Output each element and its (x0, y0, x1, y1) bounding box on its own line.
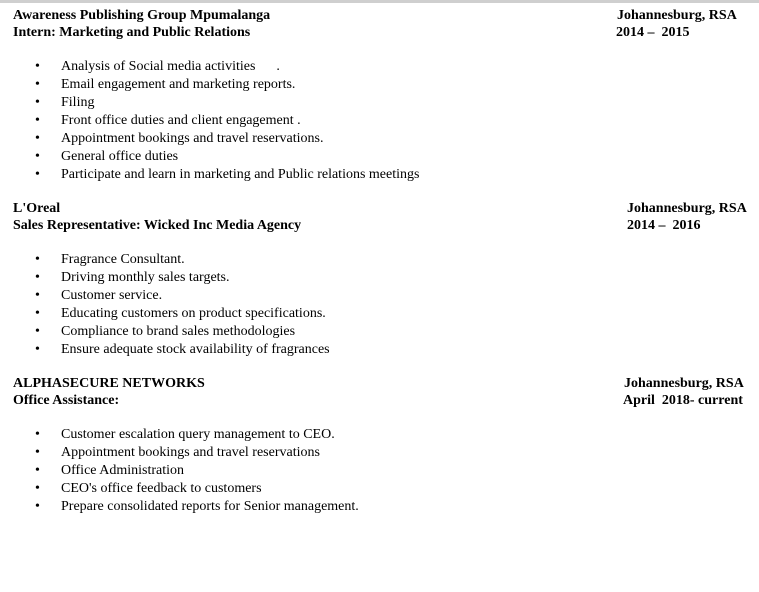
bullet-icon: • (35, 306, 40, 321)
duty-item (13, 148, 419, 166)
bullet-icon: • (35, 59, 40, 74)
duty-text: Compliance to brand sales methodologies (61, 324, 296, 339)
bullet-icon: • (35, 131, 40, 146)
bullet-icon: • (35, 252, 40, 267)
duty-text: Fragrance Consultant. (61, 252, 185, 267)
duty-item (13, 305, 330, 323)
bullet-icon: • (35, 342, 40, 357)
duty-item (13, 130, 419, 148)
duties-list (13, 426, 359, 516)
bullet-icon: • (35, 481, 40, 496)
duty-item (13, 76, 419, 94)
duty-text: Educating customers on product specifications. (61, 306, 326, 321)
bullet-icon: • (35, 499, 40, 514)
duty-item (13, 166, 419, 184)
job-location: Johannesburg, RSA (617, 8, 737, 23)
duty-text: Driving monthly sales targets. (61, 270, 230, 285)
company-name: ALPHASECURE NETWORKS (13, 376, 205, 391)
bullet-icon: • (35, 427, 40, 442)
duty-text: Office Administration (61, 463, 184, 478)
duty-item (13, 323, 330, 341)
bullet-icon: • (35, 463, 40, 478)
duty-item (13, 462, 359, 480)
duty-text: Appointment bookings and travel reservations (61, 445, 320, 460)
duty-item (13, 269, 330, 287)
duties-list (13, 251, 330, 359)
job-title: Intern: Marketing and Public Relations (13, 25, 251, 40)
job-location: Johannesburg, RSA (627, 201, 747, 216)
duty-item (13, 287, 330, 305)
duty-text: Ensure adequate stock availability of fragrances (61, 342, 330, 357)
duties-list (13, 58, 419, 184)
job-location: Johannesburg, RSA (624, 376, 744, 391)
duty-text: Prepare consolidated reports for Senior management. (61, 499, 359, 514)
bullet-icon: • (35, 445, 40, 460)
bullet-icon: • (35, 113, 40, 128)
job-header (13, 375, 759, 411)
bullet-icon: • (35, 95, 40, 110)
duty-item (13, 498, 359, 516)
duty-item (13, 58, 419, 76)
duty-text: General office duties (61, 149, 179, 164)
duty-item (13, 480, 359, 498)
job-dates: 2014 – 2016 (627, 218, 701, 233)
duty-text: Customer service. (61, 288, 163, 303)
job-title: Office Assistance: (13, 393, 120, 408)
duty-item (13, 112, 419, 130)
duty-text: Appointment bookings and travel reservations. (61, 131, 324, 146)
duty-text: Email engagement and marketing reports. (61, 77, 296, 92)
duty-item (13, 94, 419, 112)
duty-item (13, 426, 359, 444)
bullet-icon: • (35, 77, 40, 92)
bullet-icon: • (35, 288, 40, 303)
duty-item (13, 341, 330, 359)
job-entry-loreal (13, 200, 759, 357)
top-divider-line (0, 0, 759, 3)
duty-text: CEO's office feedback to customers (61, 481, 262, 496)
job-entry-awareness-publishing (13, 7, 759, 182)
duty-item (13, 251, 330, 269)
bullet-icon: • (35, 149, 40, 164)
company-name: Awareness Publishing Group Mpumalanga (13, 8, 271, 23)
job-entry-alphasecure (13, 375, 759, 514)
company-name: L'Oreal (13, 201, 61, 216)
job-header (13, 7, 759, 43)
duty-text: Participate and learn in marketing and Public relations meetings (61, 167, 420, 182)
duty-text: Analysis of Social media activities . (61, 59, 280, 74)
duty-text: Front office duties and client engagement . (61, 113, 301, 128)
bullet-icon: • (35, 270, 40, 285)
duty-text: Customer escalation query management to CEO. (61, 427, 335, 442)
job-dates: 2014 – 2015 (616, 25, 690, 40)
job-title: Sales Representative: Wicked Inc Media Agency (13, 218, 302, 233)
bullet-icon: • (35, 324, 40, 339)
job-dates: April 2018- current (623, 393, 743, 408)
duty-item (13, 444, 359, 462)
duty-text: Filing (61, 95, 95, 110)
job-header (13, 200, 759, 236)
bullet-icon: • (35, 167, 40, 182)
